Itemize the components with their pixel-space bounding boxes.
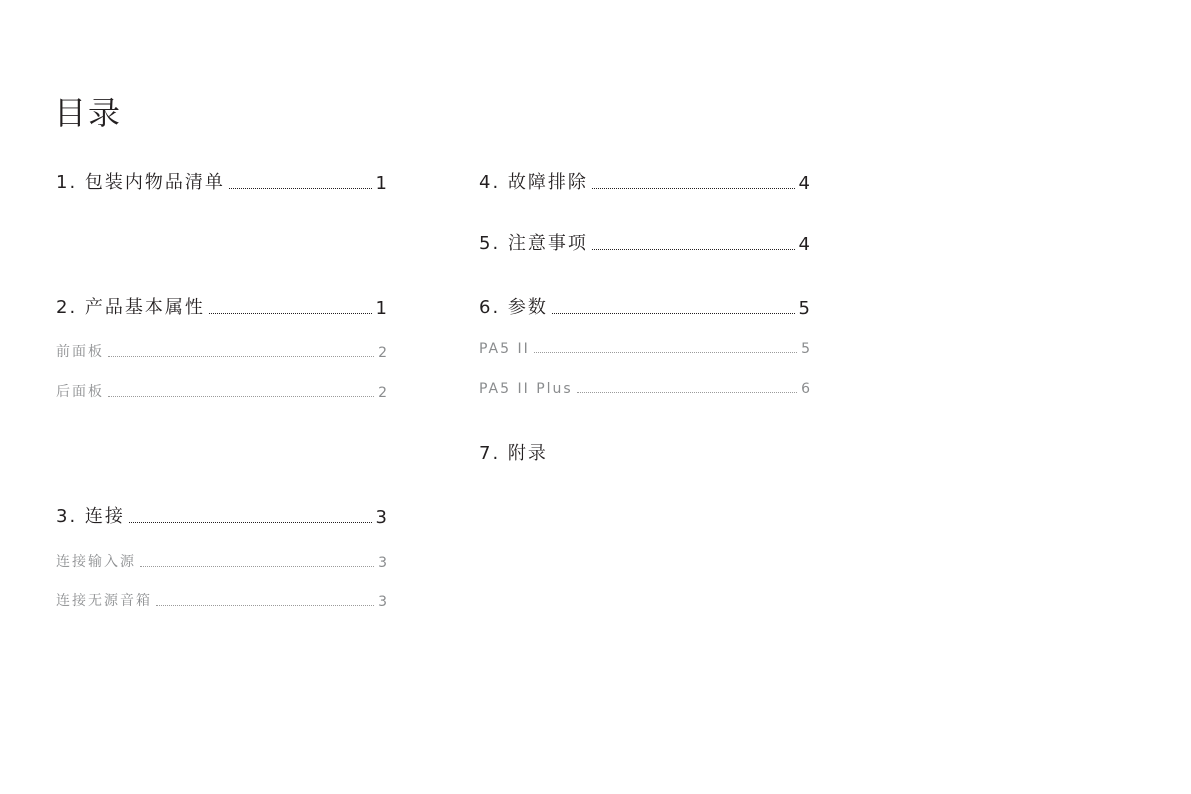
dot-leader: [156, 605, 374, 606]
toc-entry-product-properties[interactable]: [56, 293, 387, 319]
toc-entry-label: 7. 附录: [479, 443, 548, 464]
toc-subentry-connect-speakers[interactable]: [56, 590, 387, 610]
toc-entry-page: 2: [378, 385, 387, 401]
dot-leader: [108, 396, 374, 397]
toc-entry-page: 4: [798, 173, 810, 194]
dot-leader: [577, 392, 797, 393]
toc-entry-package-contents[interactable]: [56, 168, 387, 194]
dot-leader: [108, 356, 374, 357]
toc-entry-label: PA5 II: [479, 341, 530, 357]
toc-entry-label: 6. 参数: [479, 297, 548, 318]
dot-leader: [552, 313, 795, 314]
toc-entry-page: 2: [378, 345, 387, 361]
toc-subentry-pa5-ii-plus[interactable]: [479, 381, 810, 397]
toc-entry-page: 3: [378, 555, 387, 571]
toc-entry-appendix[interactable]: [479, 439, 810, 465]
toc-entry-page: 5: [801, 341, 810, 357]
page-title: 目录: [54, 94, 123, 132]
toc-entry-page: 3: [378, 594, 387, 610]
toc-entry-label: 连接输入源: [56, 554, 136, 570]
toc-subentry-front-panel[interactable]: [56, 341, 387, 361]
toc-entry-label: 2. 产品基本属性: [56, 297, 205, 318]
dot-leader: [129, 522, 372, 523]
toc-entry-label: 3. 连接: [56, 506, 125, 527]
toc-entry-label: 4. 故障排除: [479, 172, 588, 193]
dot-leader: [209, 313, 372, 314]
toc-entry-label: 后面板: [56, 384, 104, 400]
toc-entry-specifications[interactable]: [479, 293, 810, 319]
toc-entry-label: 前面板: [56, 344, 104, 360]
toc-subentry-rear-panel[interactable]: [56, 381, 387, 401]
dot-leader: [592, 188, 795, 189]
toc-entry-label: 连接无源音箱: [56, 593, 152, 609]
toc-entry-precautions[interactable]: [479, 229, 810, 255]
toc-subentry-connect-input[interactable]: [56, 551, 387, 571]
toc-entry-label: PA5 II Plus: [479, 381, 573, 397]
toc-entry-connection[interactable]: [56, 502, 387, 528]
toc-entry-page: 1: [375, 173, 387, 194]
dot-leader: [140, 566, 374, 567]
dot-leader: [534, 352, 797, 353]
toc-entry-troubleshooting[interactable]: [479, 168, 810, 194]
toc-entry-page: 5: [798, 298, 810, 319]
toc-entry-label: 1. 包装内物品清单: [56, 172, 225, 193]
toc-entry-page: 4: [798, 234, 810, 255]
toc-entry-page: 6: [801, 381, 810, 397]
toc-entry-page: 1: [375, 298, 387, 319]
dot-leader: [229, 188, 372, 189]
dot-leader: [592, 249, 795, 250]
toc-entry-label: 5. 注意事项: [479, 233, 588, 254]
toc-entry-page: 3: [375, 507, 387, 528]
toc-subentry-pa5-ii[interactable]: [479, 341, 810, 357]
